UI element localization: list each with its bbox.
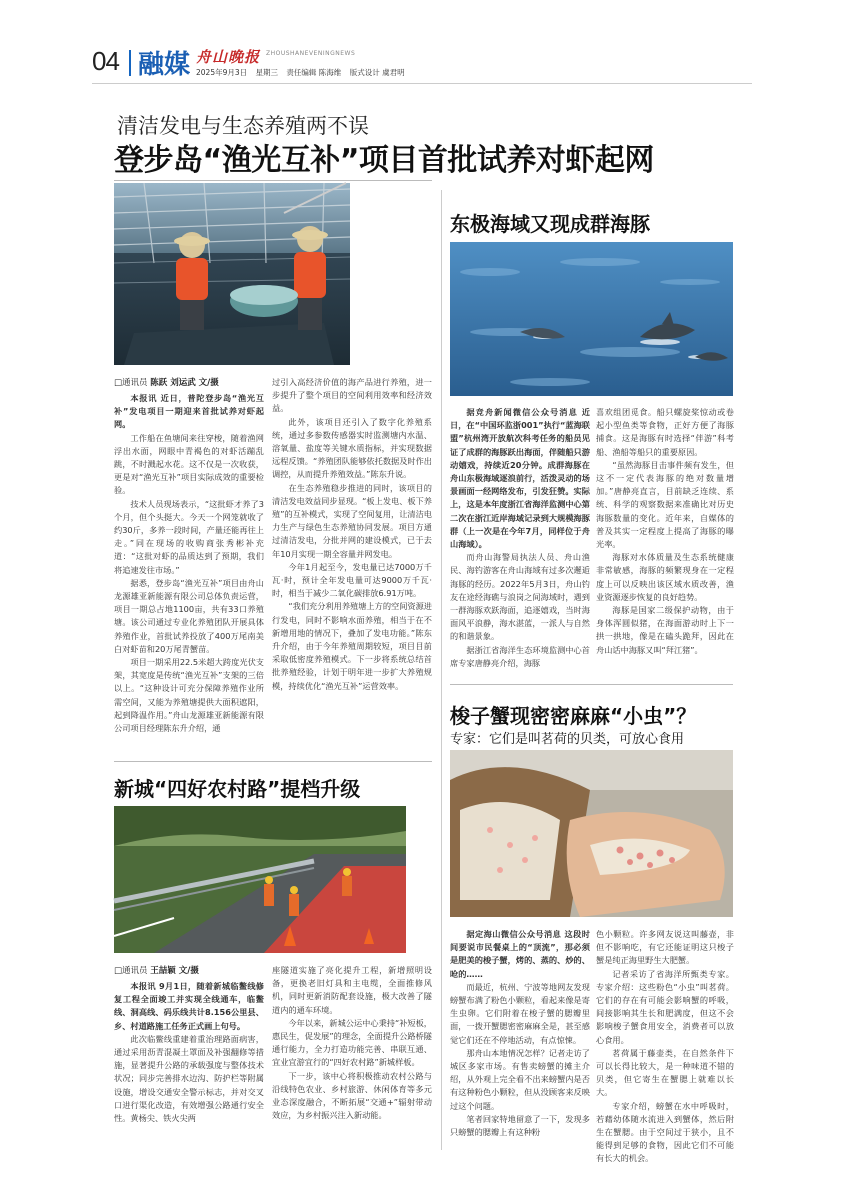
paragraph: 笔者回家特地留意了一下，发现多只螃蟹的腮瓣上有这种粉 [450,1113,590,1138]
road-top-rule [114,761,432,762]
paragraph: 茗荷属于藤壶类，在自然条件下可以长得比较大，是一种味道不错的贝类，但它寄生在蟹腮上就难以长大。 [596,1047,734,1098]
paragraph: 喜欢组团觅食。船只螺旋桨惊动或卷起小型鱼类等食物，正好方便了海豚捕食。这是海豚有时选择“伴游”科考船、渔船等船只的重要原因。 [596,407,734,457]
paragraph: 今年以来，新城公运中心秉持“补短板，惠民生，促发展”的理念，全面提升公路桥隧通行能力，全力打造功能完善、串联互通、宜业宜游宜行的“四好农村路”新城样板。 [272,1017,432,1068]
crab-story-col2 [596,928,734,1164]
page-number: 04 [92,46,119,76]
main-story-col2 [272,376,432,752]
paragraph: 据定海山微信公众号消息 这段时间要说市民餐桌上的“顶流”，那必须是肥美的梭子蟹，烤的、蒸的、炒的、呛的…… [450,929,590,979]
dolphin-photo [450,242,733,396]
paragraph: 据竞舟新闻微信公众号消息 近日，在“中国环监浙001”执行“蓝海联盟”杭州湾开放航次科考任务的船员见证了成群的海豚跃出海面，伴随船只游动嬉戏，持续近20分钟。成群海豚在舟山东极海域逐浪前行，活泼灵动的场景画面一经网络发布，引发狂赞。实际上，这是本年度浙江省海洋监测中心第二次在浙江近岸海域记录到大规模海豚群（上一次是在今年7月，同样位于舟山海域）。 [450,407,590,550]
paragraph: 本报讯 近日，普陀登步岛“渔光互补”发电项目一期迎来首批试养对虾起网。 [114,393,264,430]
dolphin-story-col2 [596,406,734,676]
paragraph: 海豚是国家二级保护动物，由于身体浑圆似猪，在海面游动时上下一拱一拱地，像是在磕头跪拜，因此在舟山话中海豚又叫“拜江猪”。 [596,605,734,655]
paragraph: 过引入高经济价值的海产品进行养殖，进一步提升了整个项目的空间利用效率和经济效益。 [272,377,432,414]
paragraph: 在生态养殖稳步推进的同时，该项目的清洁发电效益同步显现。“板上发电、板下养殖”的互补模式，实现了空间复用，让清洁电力生产与绿色生态养殖协同发展。项目方通过清洁发电，分批并网的建设模式，已于去年10月实现一期全容量并网发电。 [272,482,432,559]
paragraph: 项目一期采用22.5米超大跨度光伏支架，其宽度是传统“渔光互补”支架的三倍以上。“这种设计可充分保障养殖作业所需空间，又能为养殖塘提供大面积遮阳，起到降温作用。”舟山龙源雄亚新能源有限公司项目经理陈东升介绍，通 [114,657,264,734]
road-byline [114,964,199,976]
main-story-col1 [114,392,264,752]
crab-top-rule [450,684,733,685]
crab-story-col1 [450,928,590,1152]
paragraph: 而最近，杭州、宁波等地网友发现螃蟹布满了粉色小颗粒，看起来像是寄生虫卵。它们附着在梭子蟹的腮瓣里面，一拨开蟹腮密密麻麻全是，甚至感觉它们还在不停地活动，有点惊悚。 [450,981,590,1045]
paragraph: 海豚对水体质量及生态系统健康非常敏感，海豚的频繁现身在一定程度上可以反映出该区域水质改善，渔业资源逐步恢复的良好趋势。 [596,552,734,602]
editor-credit: 责任编辑 陈海维 [286,68,342,77]
designer-credit: 版式设计 虞君明 [349,68,405,77]
main-headline: 登步岛“渔光互补”项目首批试养对虾起网 [114,143,654,178]
newspaper-logo: 舟山晚报 [196,48,261,66]
column-divider [441,190,442,1150]
newspaper-logo-en: ZHOUSHANEVENINGNEWS [266,50,356,57]
paragraph: 本报讯 9月1日，随着新城临鳖线修复工程全面竣工并实现全线通车，临鳖线、洞高线、码乐线共计8.156公里县、乡、村道路施工任务正式画上句号。 [114,981,264,1031]
paragraph: 而舟山海警局执法人员、舟山渔民、海钓游客在舟山海域有过多次邂逅海豚的经历。2022年5月3日，舟山钓友在途经海礁与浪岗之间海域时，遇到一群海豚欢跃海面，追逐嬉戏，当时海面风平浪静，海水湛蓝，一派人与自然的和谐景象。 [450,552,590,642]
header-rule [92,83,752,84]
paragraph: “我们充分利用养殖塘上方的空间资源进行发电，同时不影响水面养殖，相当于在不新增用地的情况下，叠加了发电功能。”陈东升介绍，由于今年养殖周期较短，项目目前采取低密度养殖模式。下一步将系统总结首批养殖经验，计划于明年进一步扩大养殖规模，持续优化“渔光互补”运营效率。 [272,601,432,691]
main-byline-authors: 陈跃 刘运武 文/摄 [150,378,219,388]
headline-rule [114,180,432,181]
road-byline-authors: 王喆颖 文/摄 [150,966,199,976]
paragraph: 工作船在鱼塘间来往穿梭，随着渔网浮出水面，网眼中青褐色的对虾活蹦乱跳，不时溅起水花。这不仅是一次收获，更是对“渔光互补”项目实际成效的重要检验。 [114,432,264,496]
crab-gill-photo [450,750,733,917]
paragraph: 那舟山本地情况怎样？记者走访了城区多家市场。有售卖螃蟹的摊主介绍，从外观上完全看不出来螃蟹内是否有这种粉色小颗粒，但从没顾客来反映过这个问题。 [450,1047,590,1111]
shrimp-harvest-photo [114,183,350,365]
issue-date: 2025年9月3日 [196,68,248,77]
paragraph: 此次临鳖线重建着重治理路面病害，通过采用沥青混凝土罩面及补强翻修等措施，显著提升公路的承载强度与整体技术状况；同步完善排水边沟、防护栏等附属设施，增设交通安全警示标志，并对交叉口进行渠化改造，有效增强公路通行安全性。黄杨尖、铁火尖两 [114,1033,264,1124]
main-byline-label: □通讯员 [114,378,148,388]
crab-headline: 梭子蟹现密密麻麻“小虫”？ [450,704,697,728]
paragraph: 今年1月起至今，发电量已达7000万千瓦·时，预计全年发电量可达9000万千瓦·时，相当于减少二氧化碳排放6.91万吨。 [272,561,432,599]
paragraph: 下一步，该中心将积极推动农村公路与沿线特色农业、乡村旅游、休闲体育等多元业态深度融合，不断拓展“交通+”辐射带动效应，为乡村振兴注入新动能。 [272,1070,432,1121]
header-divider [129,50,131,76]
road-headline: 新城“四好农村路”提档升级 [114,777,361,801]
issue-weekday: 星期三 [255,68,279,77]
road-story-col1 [114,980,264,1148]
paragraph: 专家介绍，螃蟹在水中呼吸时，若藉幼体随水流进入到蟹体，然后附生在蟹腮。由于空间过于狭小，且不能得到足够的食物，因此它们不可能有长大的机会。 [596,1100,734,1164]
main-byline [114,376,219,388]
section-name: 融媒 [138,50,191,80]
dolphin-headline: 东极海域又现成群海豚 [450,212,650,236]
paragraph: 此外，该项目还引入了数字化养殖系统，通过多参数传感器实时监测塘内水温、溶氧量、盐度等关键水质指标，并实现数据远程反馈。“养殖团队能够依托数据及时作出调控，从而提升养殖效益。”陈东升说。 [272,416,432,480]
paragraph: 据浙江省海洋生态环境监测中心首席专家唐静亮介绍，海豚 [450,644,590,668]
paragraph: 色小颗粒。许多网友说这叫藤壶，非但不影响吃，有它还能证明这只梭子蟹是纯正海里野生大肥蟹。 [596,929,734,966]
paragraph: 技术人员现场表示，“这批虾才养了3个月，但个头挺大。今天一个网笼就收了约30斤，多养一段时间，产量还能再往上走。”同在现场的收购商张秀彬补充道：“这批对虾的品质达到了预期，我们将追速发往市场。” [114,498,264,575]
main-kicker: 清洁发电与生态养殖两不误 [117,114,369,138]
crab-subheadline: 专家：它们是叫茗荷的贝类，可放心食用 [450,732,685,747]
header-meta [196,67,411,78]
paragraph: “虽然海豚目击事件频有发生，但这不一定代表海豚的绝对数量增加。”唐静亮直言，目前缺乏连续、系统、科学的观察数据来准确比对历史海豚数量的变化。近年来，自媒体的普及其实一定程度上提高了海豚的曝光率。 [596,459,734,550]
road-byline-label: □通讯员 [114,966,148,976]
paragraph: 据悉，登步岛“渔光互补”项目由舟山龙源雄亚新能源有限公司总体负责运营，项目一期总占地1100亩，共有33口养殖塘。该公司通过专业化养殖团队开展具体养殖作业，首批试养投放了400万尾南美白对虾苗和20万尾青蟹苗。 [114,577,264,654]
paragraph: 座隧道实施了亮化提升工程，新增照明设备，更换老旧灯具和主电缆，全面推修风机，同时更新消防配套设施，极大改善了隧道内的通车环境。 [272,965,432,1015]
road-construction-photo [114,806,406,953]
road-story-col2 [272,964,432,1148]
dolphin-story-col1 [450,406,590,676]
paragraph: 记者采访了省海洋所甄类专家。专家介绍：这些粉色“小虫”叫茗荷。它们的存在有可能会影响蟹的呼吸，间接影响其生长和肥满度，但这不会影响梭子蟹食用安全，消费者可以放心食用。 [596,968,734,1045]
